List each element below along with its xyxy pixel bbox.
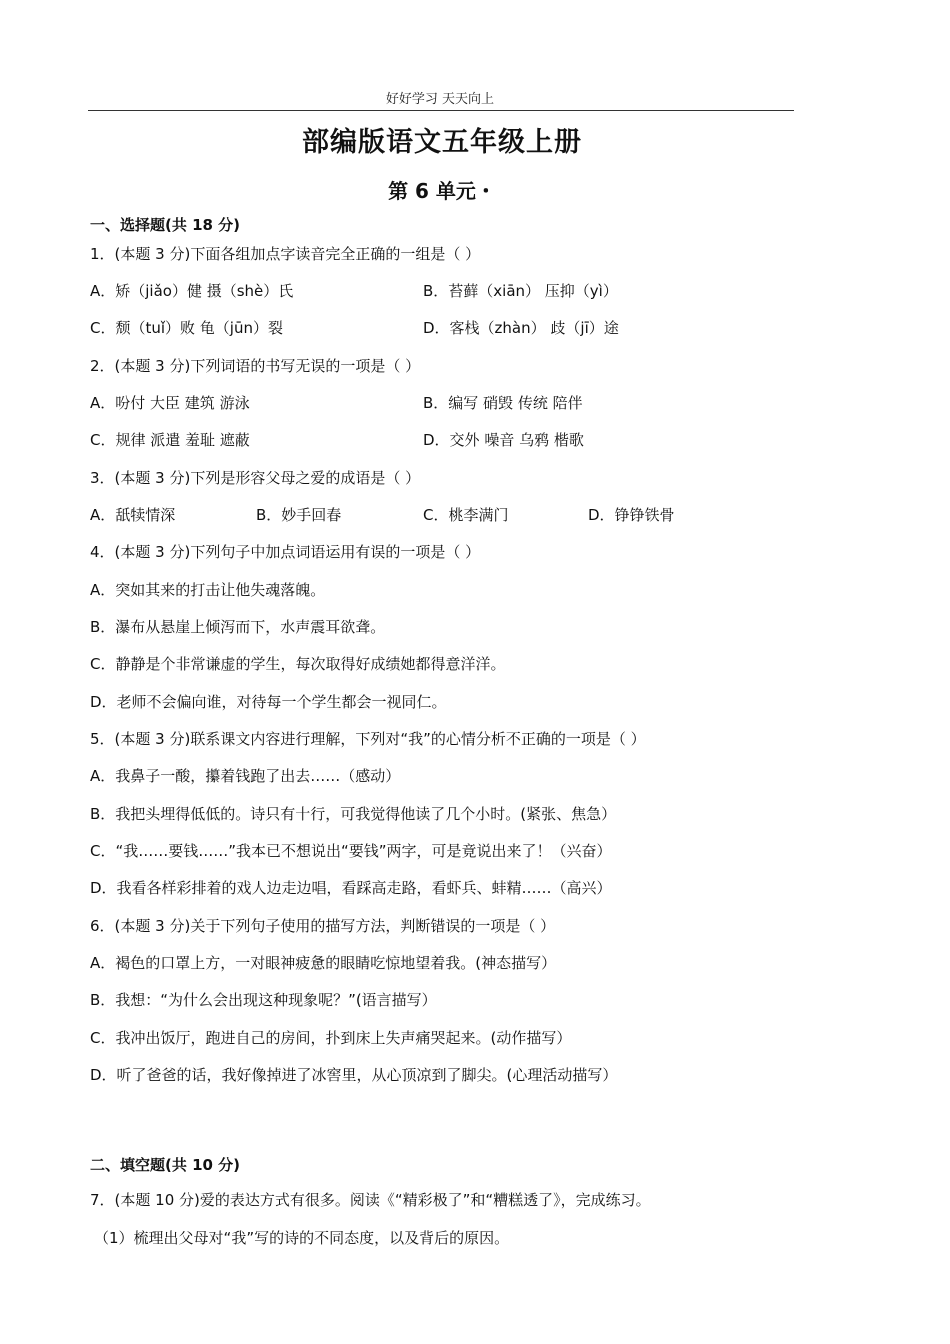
question-7-stem: 7．(本题 10 分)爱的表达方式有很多。阅读《“精彩极了”和“糟糕透了》，完成练习。 <box>90 1191 651 1209</box>
question-6-option-c: C．我冲出饭厅，跑进自己的房间，扑到床上失声痛哭起来。(动作描写） <box>90 1029 572 1047</box>
question-5-option-d: D．我看各样彩排着的戏人边走边唱，看踩高走路，看虾兵、蚌精……（高兴） <box>90 879 612 897</box>
question-3-stem: 3．(本题 3 分)下列是形容父母之爱的成语是（ ） <box>90 469 421 487</box>
section-heading-fill: 二、填空题(共 10 分) <box>90 1156 241 1174</box>
header-divider <box>88 110 794 111</box>
question-2-option-b: B．编写 硝毁 传统 陪伴 <box>423 394 583 412</box>
question-5-option-c: C．“我……要钱……”我本已不想说出“要钱”两字，可是竟说出来了！（兴奋） <box>90 842 612 860</box>
question-4-option-c: C．静静是个非常谦虚的学生，每次取得好成绩她都得意洋洋。 <box>90 655 506 673</box>
question-6-stem: 6．(本题 3 分)关于下列句子使用的描写方法，判断错误的一项是（ ） <box>90 917 556 935</box>
question-1-stem: 1．(本题 3 分)下面各组加点字读音完全正确的一组是（ ） <box>90 245 481 263</box>
section-heading-choice: 一、选择题(共 18 分) <box>90 216 241 234</box>
question-2-stem: 2．(本题 3 分)下列词语的书写无误的一项是（ ） <box>90 357 421 375</box>
question-7-sub-1: （1）梳理出父母对“我”写的诗的不同态度，以及背后的原因。 <box>94 1229 510 1247</box>
question-2-option-a: A．吩付 大臣 建筑 游泳 <box>90 394 250 412</box>
question-6-option-b: B．我想：“为什么会出现这种现象呢？”(语言描写） <box>90 991 437 1009</box>
question-6-option-a: A．褐色的口罩上方，一对眼神疲惫的眼睛吃惊地望着我。(神态描写） <box>90 954 557 972</box>
question-1-option-c: C．颓（tuǐ）败 龟（jūn）裂 <box>90 319 283 337</box>
question-4-option-a: A．突如其来的打击让他失魂落魄。 <box>90 581 326 599</box>
question-2-option-d: D．交外 噪音 乌鸦 楷歌 <box>423 431 584 449</box>
question-3-option-d: D．铮铮铁骨 <box>588 506 675 524</box>
question-5-option-b: B．我把头埋得低低的。诗只有十行，可我觉得他读了几个小时。(紧张、焦急） <box>90 805 617 823</box>
question-5-stem: 5．(本题 3 分)联系课文内容进行理解，下列对“我”的心情分析不正确的一项是（ ） <box>90 730 646 748</box>
question-1-option-d: D．客栈（zhàn） 歧（jī）途 <box>423 319 619 337</box>
question-1-option-b: B．苔藓（xiān） 压抑（yì） <box>423 282 618 300</box>
document-title: 部编版语文五年级上册 <box>302 127 582 158</box>
question-3-option-a: A．舐犊情深 <box>90 506 176 524</box>
question-6-option-d: D．听了爸爸的话，我好像掉进了冰窖里，从心顶凉到了脚尖。(心理活动描写） <box>90 1066 618 1084</box>
unit-subtitle: 第 6 单元・ <box>388 179 496 203</box>
question-3-option-b: B．妙手回春 <box>256 506 342 524</box>
question-4-stem: 4．(本题 3 分)下列句子中加点词语运用有误的一项是（ ） <box>90 543 481 561</box>
question-4-option-d: D．老师不会偏向谁，对待每一个学生都会一视同仁。 <box>90 693 447 711</box>
page-header: 好好学习 天天向上 <box>385 92 495 107</box>
question-4-option-b: B．瀑布从悬崖上倾泻而下，水声震耳欲聋。 <box>90 618 386 636</box>
question-1-option-a: A．矫（jiǎo）健 摄（shè）氏 <box>90 282 294 300</box>
question-5-option-a: A．我鼻子一酸，攥着钱跑了出去……（感动） <box>90 767 401 785</box>
question-2-option-c: C．规律 派遣 羞耻 遮蔽 <box>90 431 250 449</box>
question-3-option-c: C．桃李满门 <box>423 506 509 524</box>
